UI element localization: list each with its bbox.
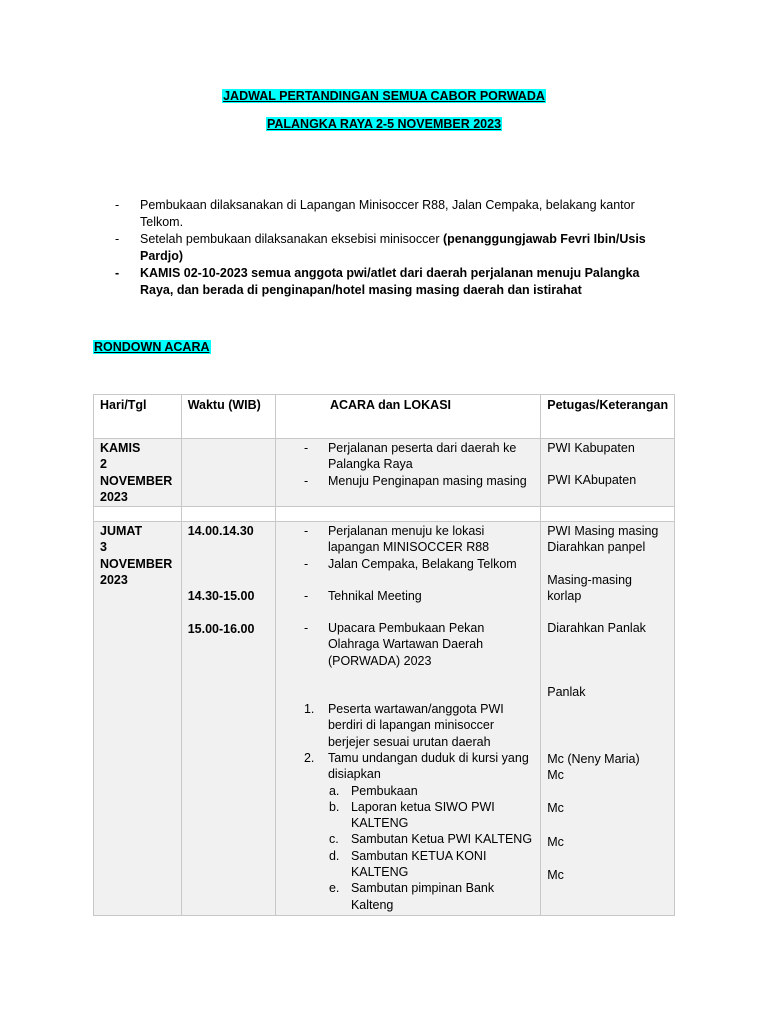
schedule-table [93,394,675,916]
note-item: - Pembukaan dilaksanakan di Lapangan Minisoccer R88, Jalan Cempaka, belakang kantor Telkom. [115,198,635,229]
note-item: - Setelah pembukaan dilaksanakan eksebisi minisoccer (penanggungjawab Fevri Ibin/Usis Pardjo) [115,232,646,263]
petugas-cell: PWI Masing masing Diarahkan panpel Masing-masing korlap Diarahkan Panlak Panlak Mc (Neny Maria) Mc Mc Mc Mc [541,522,675,916]
acara-cell: - Perjalanan peserta dari daerah ke Palangka Raya - Menuju Penginapan masing masing [275,439,540,507]
time-cell: 14.00.14.30 14.30-15.00 15.00-16.00 [181,522,275,916]
day-cell: JUMAT 3 NOVEMBER 2023 [94,522,182,916]
day-cell: KAMIS 2 NOVEMBER 2023 [94,439,182,507]
header-petugas: Petugas/Keterangan [541,395,675,439]
section-title: RONDOWN ACARA [94,340,210,354]
header-acara: ACARA dan LOKASI [275,395,540,439]
time-cell [181,439,275,507]
petugas-cell: PWI Kabupaten PWI KAbupaten [541,439,675,507]
table-row [94,439,675,507]
header-hari: Hari/Tgl [94,395,182,439]
title-line-2: PALANGKA RAYA 2-5 NOVEMBER 2023 [266,117,502,131]
header-waktu: Waktu (WIB) [181,395,275,439]
table-header-row [94,395,675,439]
acara-cell: - Perjalanan menuju ke lokasi lapangan MINISOCCER R88 - Jalan Cempaka, Belakang Telkom - Tehnikal Meeting - Upacara Pembukaan Pekan Olahraga Wartawan Daerah (PORWADA) 2023 1. Peserta wartawan/anggota PWI berdiri di lapangan minisoccer berjejer sesuai urutan daerah 2. Tamu undangan duduk di kursi yang disiapkan a. Pembukaan b. Laporan ketua SIWO PWI KALTENG c. Sambutan Ketua PWI KALTENG d. Sambutan KETUA KONI KALTENG e. Sambutan pimpinan Bank Kalteng [275,522,540,916]
note-item: - KAMIS 02-10-2023 semua anggota pwi/atlet dari daerah perjalanan menuju Palangka Raya, dan berada di penginapan/hotel masing masing daerah dan istirahat [115,266,640,297]
notes-list [115,197,655,299]
title-line-1: JADWAL PERTANDINGAN SEMUA CABOR PORWADA [223,89,545,103]
table-row [94,522,675,916]
spacer-row [94,507,675,522]
